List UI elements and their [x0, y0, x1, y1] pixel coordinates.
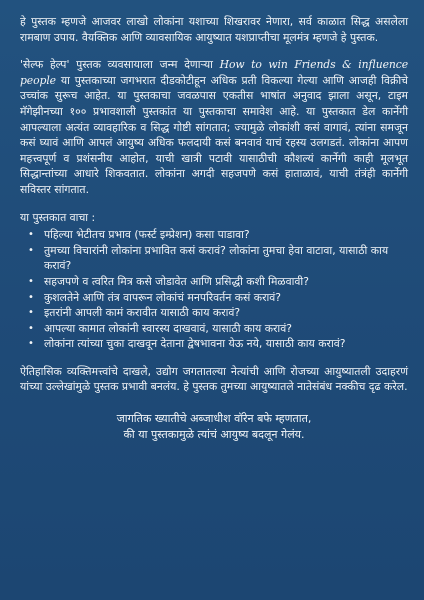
quote-line-2: की या पुस्तकामुळे त्यांचं आयुष्य बदलून गेलंय. — [123, 428, 305, 442]
bullet-icon: • — [28, 322, 34, 334]
bullet-list — [20, 227, 408, 352]
quote-line-1: जागतिक ख्यातीचे अब्जाधीश वॉरेन बफे म्हणतात, — [116, 412, 312, 426]
buffett-quote — [20, 411, 408, 443]
description-part1: 'सेल्फ हेल्प' पुस्तक व्यवसायाला जन्म देणाऱ्या — [20, 58, 220, 72]
list-item: • इतरांनी आपली कामं करावीत यासाठी काय करावं? — [28, 306, 241, 320]
list-item: • आपल्या कामात लोकांनी स्वारस्य दाखवावं, यासाठी काय करावं? — [28, 321, 292, 335]
description-paragraph — [20, 57, 408, 197]
closing-paragraph: ऐतिहासिक व्यक्तिमत्त्वांचे दाखले, उद्योग जगतातल्या नेत्यांची आणि रोजच्या आयुष्यातली उदाहरणं यांच्या उल्लेखांमुळे पुस्तक प्रभावी बनलंय. हे पुस्तक तुमच्या आयुष्यातले नातेसंबंध नक्कीच दृढ करेल. — [20, 364, 408, 394]
bullet-icon: • — [28, 291, 34, 303]
list-item: • पहिल्या भेटीतच प्रभाव (फर्स्ट इम्प्रेशन) कसा पाडावा? — [28, 228, 250, 242]
bullet-icon: • — [28, 338, 34, 350]
list-item: • कुशलतेने आणि तंत्र वापरून लोकांचं मनपरिवर्तन कसं करावं? — [28, 290, 282, 304]
bullet-icon: • — [28, 229, 34, 241]
list-item: • तुमच्या विचारांनी लोकांना प्रभावित कसं करावं? लोकांना तुमचा हेवा वाटावा, यासाठी काय करावं? — [28, 243, 389, 273]
bullet-icon: • — [28, 307, 34, 319]
intro-paragraph: हे पुस्तक म्हणजे आजवर लाखो लोकांना यशाच्या शिखरावर नेणारा, सर्व काळात सिद्ध असलेला रामबाण उपाय. वैयक्तिक आणि व्यावसायिक आयुष्यात यशप्राप्तीचा मूलमंत्र म्हणजे हे पुस्तक. — [20, 15, 408, 44]
english-book-title: How to win Friends & influence people — [20, 58, 408, 87]
bullet-icon: • — [28, 275, 34, 287]
read-heading: या पुस्तकात वाचा : — [20, 210, 96, 224]
bullet-icon: • — [28, 244, 34, 256]
description-part2: या पुस्तकाच्या जगभरात दीडकोटीहून अधिक प्रती विकल्या गेल्या आणि आजही विक्रीचे उच्चांक सुरूच आहेत. या पुस्तकाचा जवळपास एकतीस भाषांत अनुवाद झाला असून, टाइम मॅगेझीनच्या १०० प्रभावशाली पुस्तकांत या पुस्तकाचा समावेश आहे. या पुस्तकात डेल कार्नेगी आपल्याला अत्यंत व्यावहारिक व सिद्ध गोष्टी सांगतात; ज्यामुळे लोकांशी कसं वागावं, त्यांना समजून कसं घ्यावं आणि आपलं आयुष्य अधिक फलदायी कसं बनवावं याचं रहस्य उलगडतं. लोकांना आपण महत्त्वपूर्ण व प्रशंसनीय आहोत, याची खात्री पटावी यासाठीची कौशल्यं कार्नेगी काही मूलभूत सिद्धान्तांच्या आधारे शिकवतात. लोकांना अगदी सहजपणे कसं हाताळावं, याची तंत्रंही कार्नेगी सविस्तर सांगतात. — [20, 73, 408, 196]
list-item: • सहजपणे व त्वरित मित्र कसे जोडावेत आणि प्रसिद्धी कशी मिळवावी? — [28, 274, 309, 288]
list-item: • लोकांना त्यांच्या चुका दाखवून देताना द्वेषभावना येऊ नये, यासाठी काय करावं? — [28, 337, 346, 351]
